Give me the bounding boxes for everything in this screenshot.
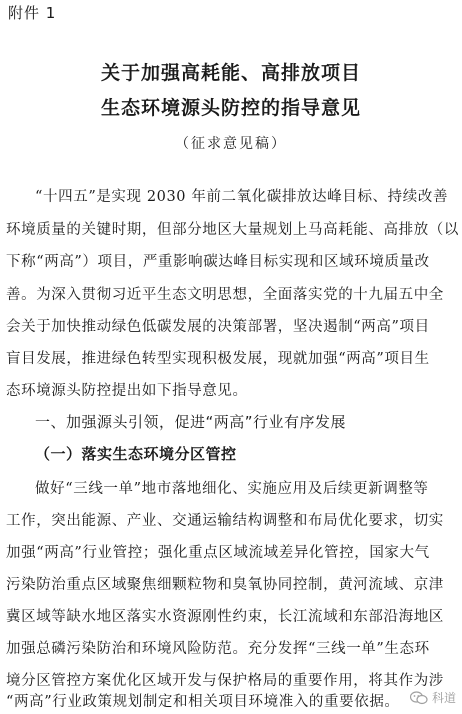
body-line: 工作，突出能源、产业、交通运输结构调整和布局优化要求，切实 — [6, 513, 444, 529]
intro-line: “十四五”是实现 2030 年前二氧化碳排放达峰目标、持续改善 — [35, 189, 449, 205]
intro-line: 下称“两高”）项目，严重影响碳达峰目标实现和区域环境质量改 — [6, 254, 430, 270]
body-line: 做好“三线一单”地市落地细化、实施应用及后续更新调整等 — [35, 481, 429, 497]
body-line: 污染防治重点区域聚焦细颗粒物和臭氧协同控制，黄河流域、京津 — [6, 577, 444, 593]
intro-line: 态环境源头防控提出如下指导意见。 — [6, 383, 248, 399]
attachment-label: 附件 1 — [8, 4, 57, 22]
body-line: 境分区管控方案优化区域开发与保护格局的重要作用，将其作为涉 — [6, 673, 444, 689]
intro-line: 善。为深入贯彻习近平生态文明思想，全面落实党的十九届五中全 — [6, 287, 444, 303]
body-line: 加强总磷污染防治和环境风险防范。充分发挥“三线一单”生态环 — [6, 641, 430, 657]
watermark — [410, 689, 456, 706]
draft-subtitle: （征求意见稿） — [175, 136, 287, 152]
subsection-heading: （一）落实生态环境分区管控 — [35, 445, 237, 463]
wechat-icon — [410, 691, 428, 705]
intro-line: 盲目发展，推进绿色转型实现积极发展，现就加强“两高”项目生 — [6, 351, 430, 367]
intro-line: 会关于加快推动绿色低碳发展的决策部署，坚决遏制“两高”项目 — [6, 319, 430, 335]
section-heading: 一、加强源头引领，促进“两高”行业有序发展 — [35, 413, 347, 431]
body-line: 加强“两高”行业管控；强化重点区域流域差异化管控，国家大气 — [6, 545, 430, 561]
body-line: 冀区域等缺水地区落实水资源刚性约束，长江流域和东部沿海地区 — [6, 609, 444, 625]
document-title-line-2: 生态环境源头防控的指导意见 — [100, 97, 361, 119]
document-title-line-1: 关于加强高耗能、高排放项目 — [100, 62, 361, 84]
intro-line: 环境质量的关键时期，但部分地区大量规划上马高耗能、高排放（以 — [6, 222, 459, 238]
body-line: “两高”行业政策规划制定和相关项目环境准入的重要依据。 — [6, 694, 400, 710]
watermark-text: 科道 — [431, 691, 456, 705]
